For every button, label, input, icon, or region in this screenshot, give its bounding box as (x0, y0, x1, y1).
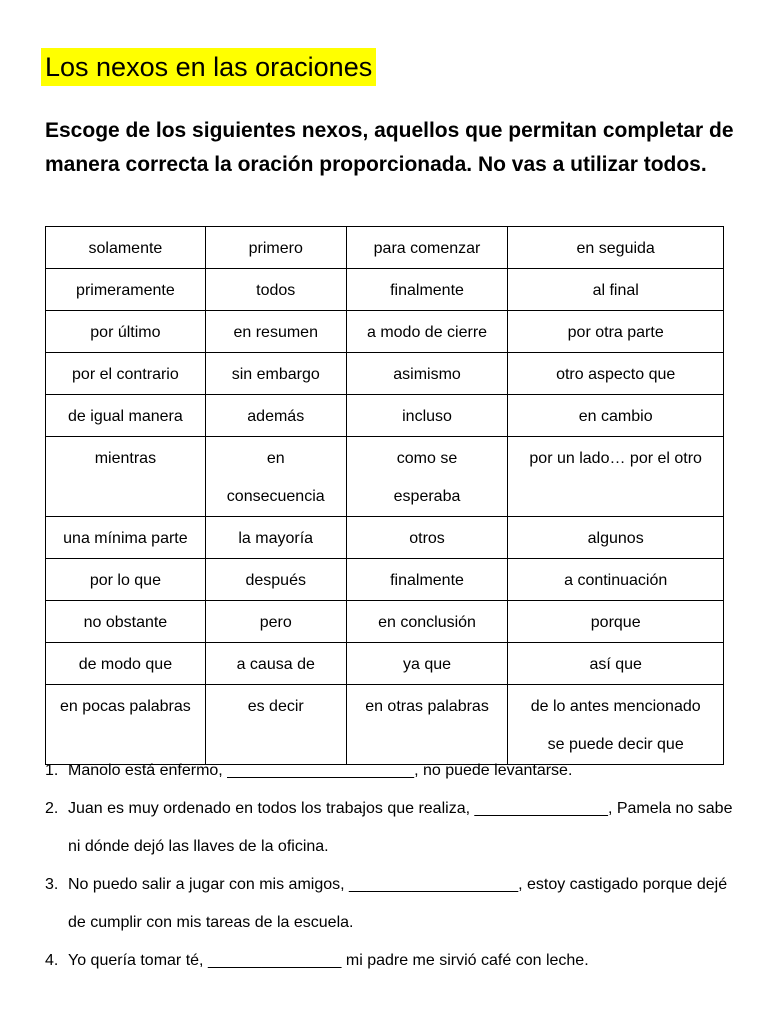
table-cell: en pocas palabras (46, 685, 206, 765)
table-row (46, 227, 724, 269)
table-row (46, 353, 724, 395)
table-cell: ya que (346, 643, 508, 685)
table-cell: en consecuencia (205, 437, 346, 517)
exercise-number: 3. (45, 876, 59, 893)
table-row (46, 559, 724, 601)
table-cell: en otras palabras (346, 685, 508, 765)
table-cell: porque (508, 601, 724, 643)
table-cell: a continuación (508, 559, 724, 601)
table-cell: en seguida (508, 227, 724, 269)
table-cell: mientras (46, 437, 206, 517)
table-cell: en resumen (205, 311, 346, 353)
table-cell: finalmente (346, 559, 508, 601)
exercise-text: Juan es muy ordenado en todos los trabajos que realiza, _______________, Pamela no sabe ni dónde dejó las llaves de la oficina. (68, 800, 733, 855)
instructions-text: Escoge de los siguientes nexos, aquellos que permitan completar de manera correcta la oración proporcionada. No vas a utilizar todos. (45, 119, 734, 176)
table-cell: la mayoría (205, 517, 346, 559)
exercise-number: 2. (45, 800, 59, 817)
table-row (46, 437, 724, 517)
table-row (46, 311, 724, 353)
table-cell: algunos (508, 517, 724, 559)
table-cell: una mínima parte (46, 517, 206, 559)
connectors-table (45, 226, 724, 765)
table-cell: de lo antes mencionado se puede decir que (508, 685, 724, 765)
exercise-text: Manolo está enfermo, _____________________, no puede levantarse. (68, 762, 573, 779)
table-cell: es decir (205, 685, 346, 765)
exercise-item (45, 866, 735, 942)
exercise-number: 1. (45, 762, 59, 779)
table-cell: en cambio (508, 395, 724, 437)
exercise-text: Yo quería tomar té, _______________ mi padre me sirvió café con leche. (68, 952, 589, 969)
table-cell: por el contrario (46, 353, 206, 395)
exercise-list (45, 752, 735, 980)
table-cell: solamente (46, 227, 206, 269)
table-cell: primero (205, 227, 346, 269)
table-cell: por lo que (46, 559, 206, 601)
table-cell: por último (46, 311, 206, 353)
table-cell: otros (346, 517, 508, 559)
table-cell: a causa de (205, 643, 346, 685)
exercise-item (45, 790, 735, 866)
table-row (46, 395, 724, 437)
table-cell: pero (205, 601, 346, 643)
table-cell: de igual manera (46, 395, 206, 437)
table-row (46, 643, 724, 685)
exercise-number: 4. (45, 952, 59, 969)
table-cell: todos (205, 269, 346, 311)
table-cell: en conclusión (346, 601, 508, 643)
table-row (46, 601, 724, 643)
table-cell: además (205, 395, 346, 437)
table-cell: no obstante (46, 601, 206, 643)
exercise-item (45, 752, 735, 790)
table-cell: por un lado… por el otro (508, 437, 724, 517)
table-cell: finalmente (346, 269, 508, 311)
table-cell: sin embargo (205, 353, 346, 395)
table-row (46, 269, 724, 311)
table-cell: al final (508, 269, 724, 311)
table-cell: incluso (346, 395, 508, 437)
table-cell: para comenzar (346, 227, 508, 269)
page-title: Los nexos en las oraciones (41, 48, 376, 86)
exercise-text: No puedo salir a jugar con mis amigos, ___________________, estoy castigado porque dejé de cumplir con mis tareas de la escuela. (68, 876, 728, 931)
exercise-item (45, 942, 735, 980)
table-cell: otro aspecto que (508, 353, 724, 395)
table-cell: asimismo (346, 353, 508, 395)
table-cell: a modo de cierre (346, 311, 508, 353)
table-cell: así que (508, 643, 724, 685)
table-cell: como se esperaba (346, 437, 508, 517)
table-cell: de modo que (46, 643, 206, 685)
table-cell: primeramente (46, 269, 206, 311)
table-cell: por otra parte (508, 311, 724, 353)
table-cell: después (205, 559, 346, 601)
table-row (46, 517, 724, 559)
